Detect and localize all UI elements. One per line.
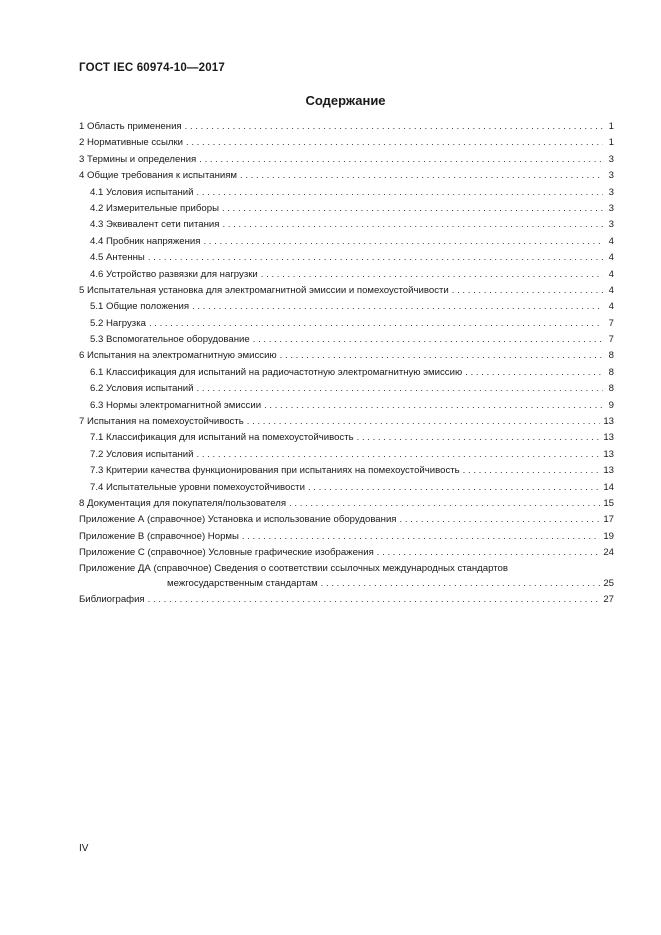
toc-entry-page: 13 [603, 448, 614, 460]
toc-entry-page: 4 [608, 284, 614, 296]
toc-entry-label: 6.2 Условия испытаний [90, 383, 194, 395]
toc-entry-label: 5 Испытательная установка для электромагнитной эмиссии и помехоустойчивости [79, 284, 449, 296]
toc-entry-7-1[interactable] [79, 430, 614, 446]
toc-entry-page: 3 [608, 186, 614, 198]
toc-entry-label: 5.3 Вспомогательное оборудование [90, 334, 250, 346]
toc-entry-5-2[interactable] [79, 316, 614, 332]
toc-entry-page: 13 [603, 416, 614, 428]
toc-entry-6-2[interactable] [79, 381, 614, 397]
toc-entry-label: 5.1 Общие положения [90, 301, 190, 313]
toc-entry-page: 8 [608, 366, 614, 378]
toc-title: Содержание [305, 93, 386, 108]
toc-entry-page: 4 [608, 301, 614, 313]
toc-entry-7-4[interactable] [79, 480, 614, 496]
toc-entry-label: 4.2 Измерительные приборы [90, 202, 219, 214]
toc-entry-annex-da[interactable] [79, 562, 614, 592]
toc-entry-label: 3 Термины и определения [79, 153, 197, 165]
toc-entry-label: 6.3 Нормы электромагнитной эмиссии [90, 399, 262, 411]
toc-entry-label: 7.3 Критерии качества функционирования при испытаниях на помехоустойчивость [90, 465, 460, 477]
toc-entry-6[interactable] [79, 348, 614, 364]
toc-entry-label: 6 Испытания на электромагнитную эмиссию [79, 350, 277, 362]
toc-entry-label: 7.4 Испытательные уровни помехоустойчивости [90, 481, 305, 493]
toc-entry-7-2[interactable] [79, 447, 614, 463]
toc-entry-page: 1 [608, 120, 614, 132]
toc-entry-label: 4.5 Антенны [90, 252, 145, 264]
toc-entry-4-2[interactable] [79, 201, 614, 217]
page-number: IV [79, 843, 89, 854]
toc-entry-5[interactable] [79, 283, 614, 299]
toc-entry-label: 4.3 Эквивалент сети питания [90, 219, 220, 231]
toc-entry-label: 4 Общие требования к испытаниям [79, 170, 238, 182]
toc-entry-4-6[interactable] [79, 267, 614, 283]
toc-entry-annex-b[interactable] [79, 529, 614, 545]
toc-entry-annex-a[interactable] [79, 512, 614, 528]
toc-entry-label: 4.4 Пробник напряжения [90, 235, 201, 247]
toc-entry-page: 3 [608, 170, 614, 182]
toc-entry-bibliography[interactable] [79, 592, 614, 608]
toc-entry-label: 8 Документация для покупателя/пользователя [79, 497, 287, 509]
toc-entry-label: Приложение В (справочное) Нормы [79, 530, 239, 542]
toc-entry-label: 4.1 Условия испытаний [90, 186, 194, 198]
toc-entry-page: 3 [608, 153, 614, 165]
toc-entry-label: 7.2 Условия испытаний [90, 448, 194, 460]
toc-entry-page: 27 [603, 593, 614, 605]
toc-entry-5-1[interactable] [79, 299, 614, 315]
toc-entry-6-3[interactable] [79, 398, 614, 414]
toc-entry-page: 8 [608, 350, 614, 362]
toc-entry-page: 3 [608, 219, 614, 231]
table-of-contents [79, 119, 614, 608]
toc-entry-label: 1 Область применения [79, 120, 182, 132]
toc-entry-7[interactable] [79, 414, 614, 430]
toc-entry-page: 8 [608, 383, 614, 395]
toc-entry-page: 15 [603, 497, 614, 509]
toc-entry-6-1[interactable] [79, 365, 614, 381]
toc-entry-label: 7 Испытания на помехоустойчивость [79, 416, 244, 428]
toc-entry-annex-c[interactable] [79, 545, 614, 561]
toc-entry-label: Приложение ДА (справочное) Сведения о соответствии ссылочных международных стандартов [79, 562, 508, 574]
toc-entry-label: 5.2 Нагрузка [90, 317, 146, 329]
toc-entry-label: 2 Нормативные ссылки [79, 137, 184, 149]
toc-entry-4-1[interactable] [79, 185, 614, 201]
toc-entry-8[interactable] [79, 496, 614, 512]
toc-entry-4-5[interactable] [79, 250, 614, 266]
toc-entry-page: 4 [608, 252, 614, 264]
toc-entry-4-4[interactable] [79, 234, 614, 250]
toc-entry-page: 24 [603, 547, 614, 559]
toc-entry-page: 25 [603, 577, 614, 589]
toc-entry-4[interactable] [79, 168, 614, 184]
toc-entry-page: 7 [608, 317, 614, 329]
toc-entry-page: 4 [608, 235, 614, 247]
toc-entry-page: 3 [608, 202, 614, 214]
toc-entry-page: 17 [603, 514, 614, 526]
toc-entry-label-continuation: межгосударственным стандартам [167, 577, 318, 589]
toc-entry-page: 14 [603, 481, 614, 493]
toc-entry-7-3[interactable] [79, 463, 614, 479]
toc-entry-page: 4 [608, 268, 614, 280]
toc-entry-label: Приложение С (справочное) Условные графические изображения [79, 547, 374, 559]
toc-entry-page: 13 [603, 432, 614, 444]
toc-entry-label: 4.6 Устройство развязки для нагрузки [90, 268, 258, 280]
document-header: ГОСТ IEC 60974-10—2017 [79, 62, 225, 74]
toc-entry-1[interactable] [79, 119, 614, 135]
toc-entry-page: 7 [608, 334, 614, 346]
toc-entry-2[interactable] [79, 135, 614, 151]
toc-entry-4-3[interactable] [79, 217, 614, 233]
toc-entry-5-3[interactable] [79, 332, 614, 348]
toc-entry-page: 1 [608, 137, 614, 149]
toc-entry-3[interactable] [79, 152, 614, 168]
toc-entry-page: 9 [608, 399, 614, 411]
toc-entry-label: Приложение А (справочное) Установка и использование оборудования [79, 514, 397, 526]
toc-entry-label: 6.1 Классификация для испытаний на радиочастотную электромагнитную эмиссию [90, 366, 463, 378]
toc-entry-page: 19 [603, 530, 614, 542]
toc-entry-page: 13 [603, 465, 614, 477]
toc-entry-label: 7.1 Классификация для испытаний на помехоустойчивость [90, 432, 354, 444]
toc-entry-label: Библиография [79, 593, 145, 605]
